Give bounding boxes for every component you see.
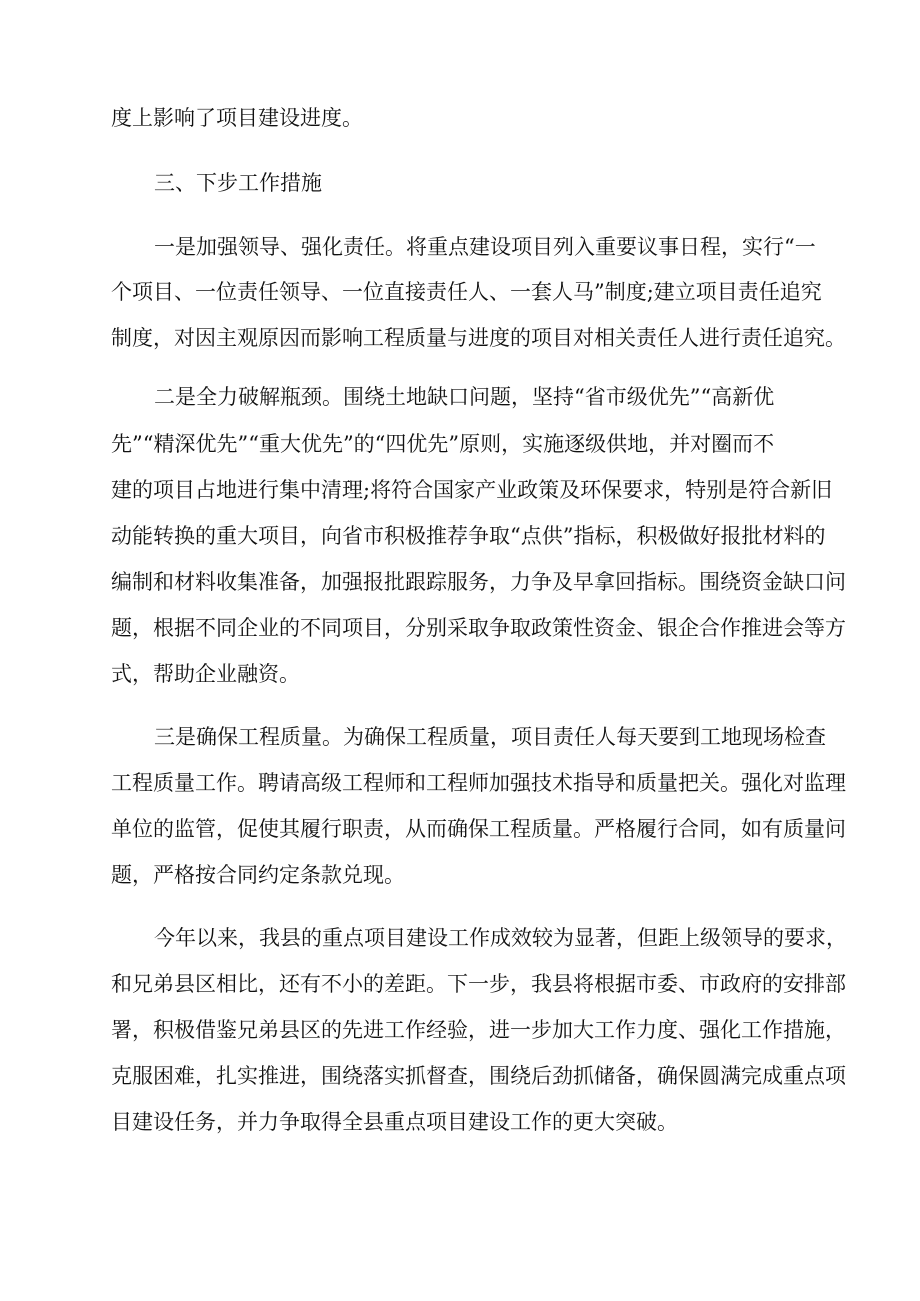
paragraph-line: 目建设任务，并力争取得全县重点项目建设工作的更大突破。 (111, 1110, 678, 1134)
paragraph-line: 题，严格按合同约定条款兑现。 (111, 863, 405, 887)
paragraph-line: 一是加强领导、强化责任。将重点建设项目列入重要议事日程，实行“一 (154, 235, 816, 259)
paragraph-line: 今年以来，我县的重点项目建设工作成效较为显著，但距上级领导的要求， (154, 926, 847, 950)
paragraph-line: 制度，对因主观原因而影响工程质量与进度的项目对相关责任人进行责任追究。 (111, 326, 846, 350)
paragraph-line: 动能转换的重大项目，向省市积极推荐争取“点供”指标，积极做好报批材料的 (111, 524, 826, 548)
paragraph-line: 克服困难，扎实推进，围绕落实抓督查，围绕后劲抓储备，确保圆满完成重点项 (111, 1064, 846, 1088)
paragraph-line: 三、下步工作措施 (154, 171, 322, 195)
paragraph-line: 题，根据不同企业的不同项目，分别采取争取政策性资金、银企合作推进会等方 (111, 616, 846, 640)
paragraph-line: 工程质量工作。聘请高级工程师和工程师加强技术指导和质量把关。强化对监理 (111, 771, 846, 795)
paragraph-line: 和兄弟县区相比，还有不小的差距。下一步，我县将根据市委、市政府的安排部 (111, 972, 846, 996)
paragraph-line: 式，帮助企业融资。 (111, 662, 300, 686)
paragraph-line: 单位的监管，促使其履行职责，从而确保工程质量。严格履行合同，如有质量问 (111, 817, 846, 841)
paragraph-line: 三是确保工程质量。为确保工程质量，项目责任人每天要到工地现场检查 (154, 725, 826, 749)
paragraph-line: 编制和材料收集准备，加强报批跟踪服务，力争及早拿回指标。围绕资金缺口问 (111, 570, 846, 594)
paragraph-line: 度上影响了项目建设进度。 (111, 106, 363, 130)
paragraph-line: 先”“精深优先”“重大优先”的“四优先”原则，实施逐级供地，并对圈而不 (111, 432, 775, 456)
paragraph-line: 二是全力破解瓶颈。围绕土地缺口问题，坚持“省市级优先”“高新优 (154, 385, 775, 409)
paragraph-line: 建的项目占地进行集中清理;将符合国家产业政策及环保要求，特别是符合新旧 (111, 478, 833, 502)
paragraph-line: 署，积极借鉴兄弟县区的先进工作经验，进一步加大工作力度、强化工作措施， (111, 1018, 846, 1042)
paragraph-line: 个项目、一位责任领导、一位直接责任人、一套人马”制度;建立项目责任追究 (111, 280, 822, 304)
